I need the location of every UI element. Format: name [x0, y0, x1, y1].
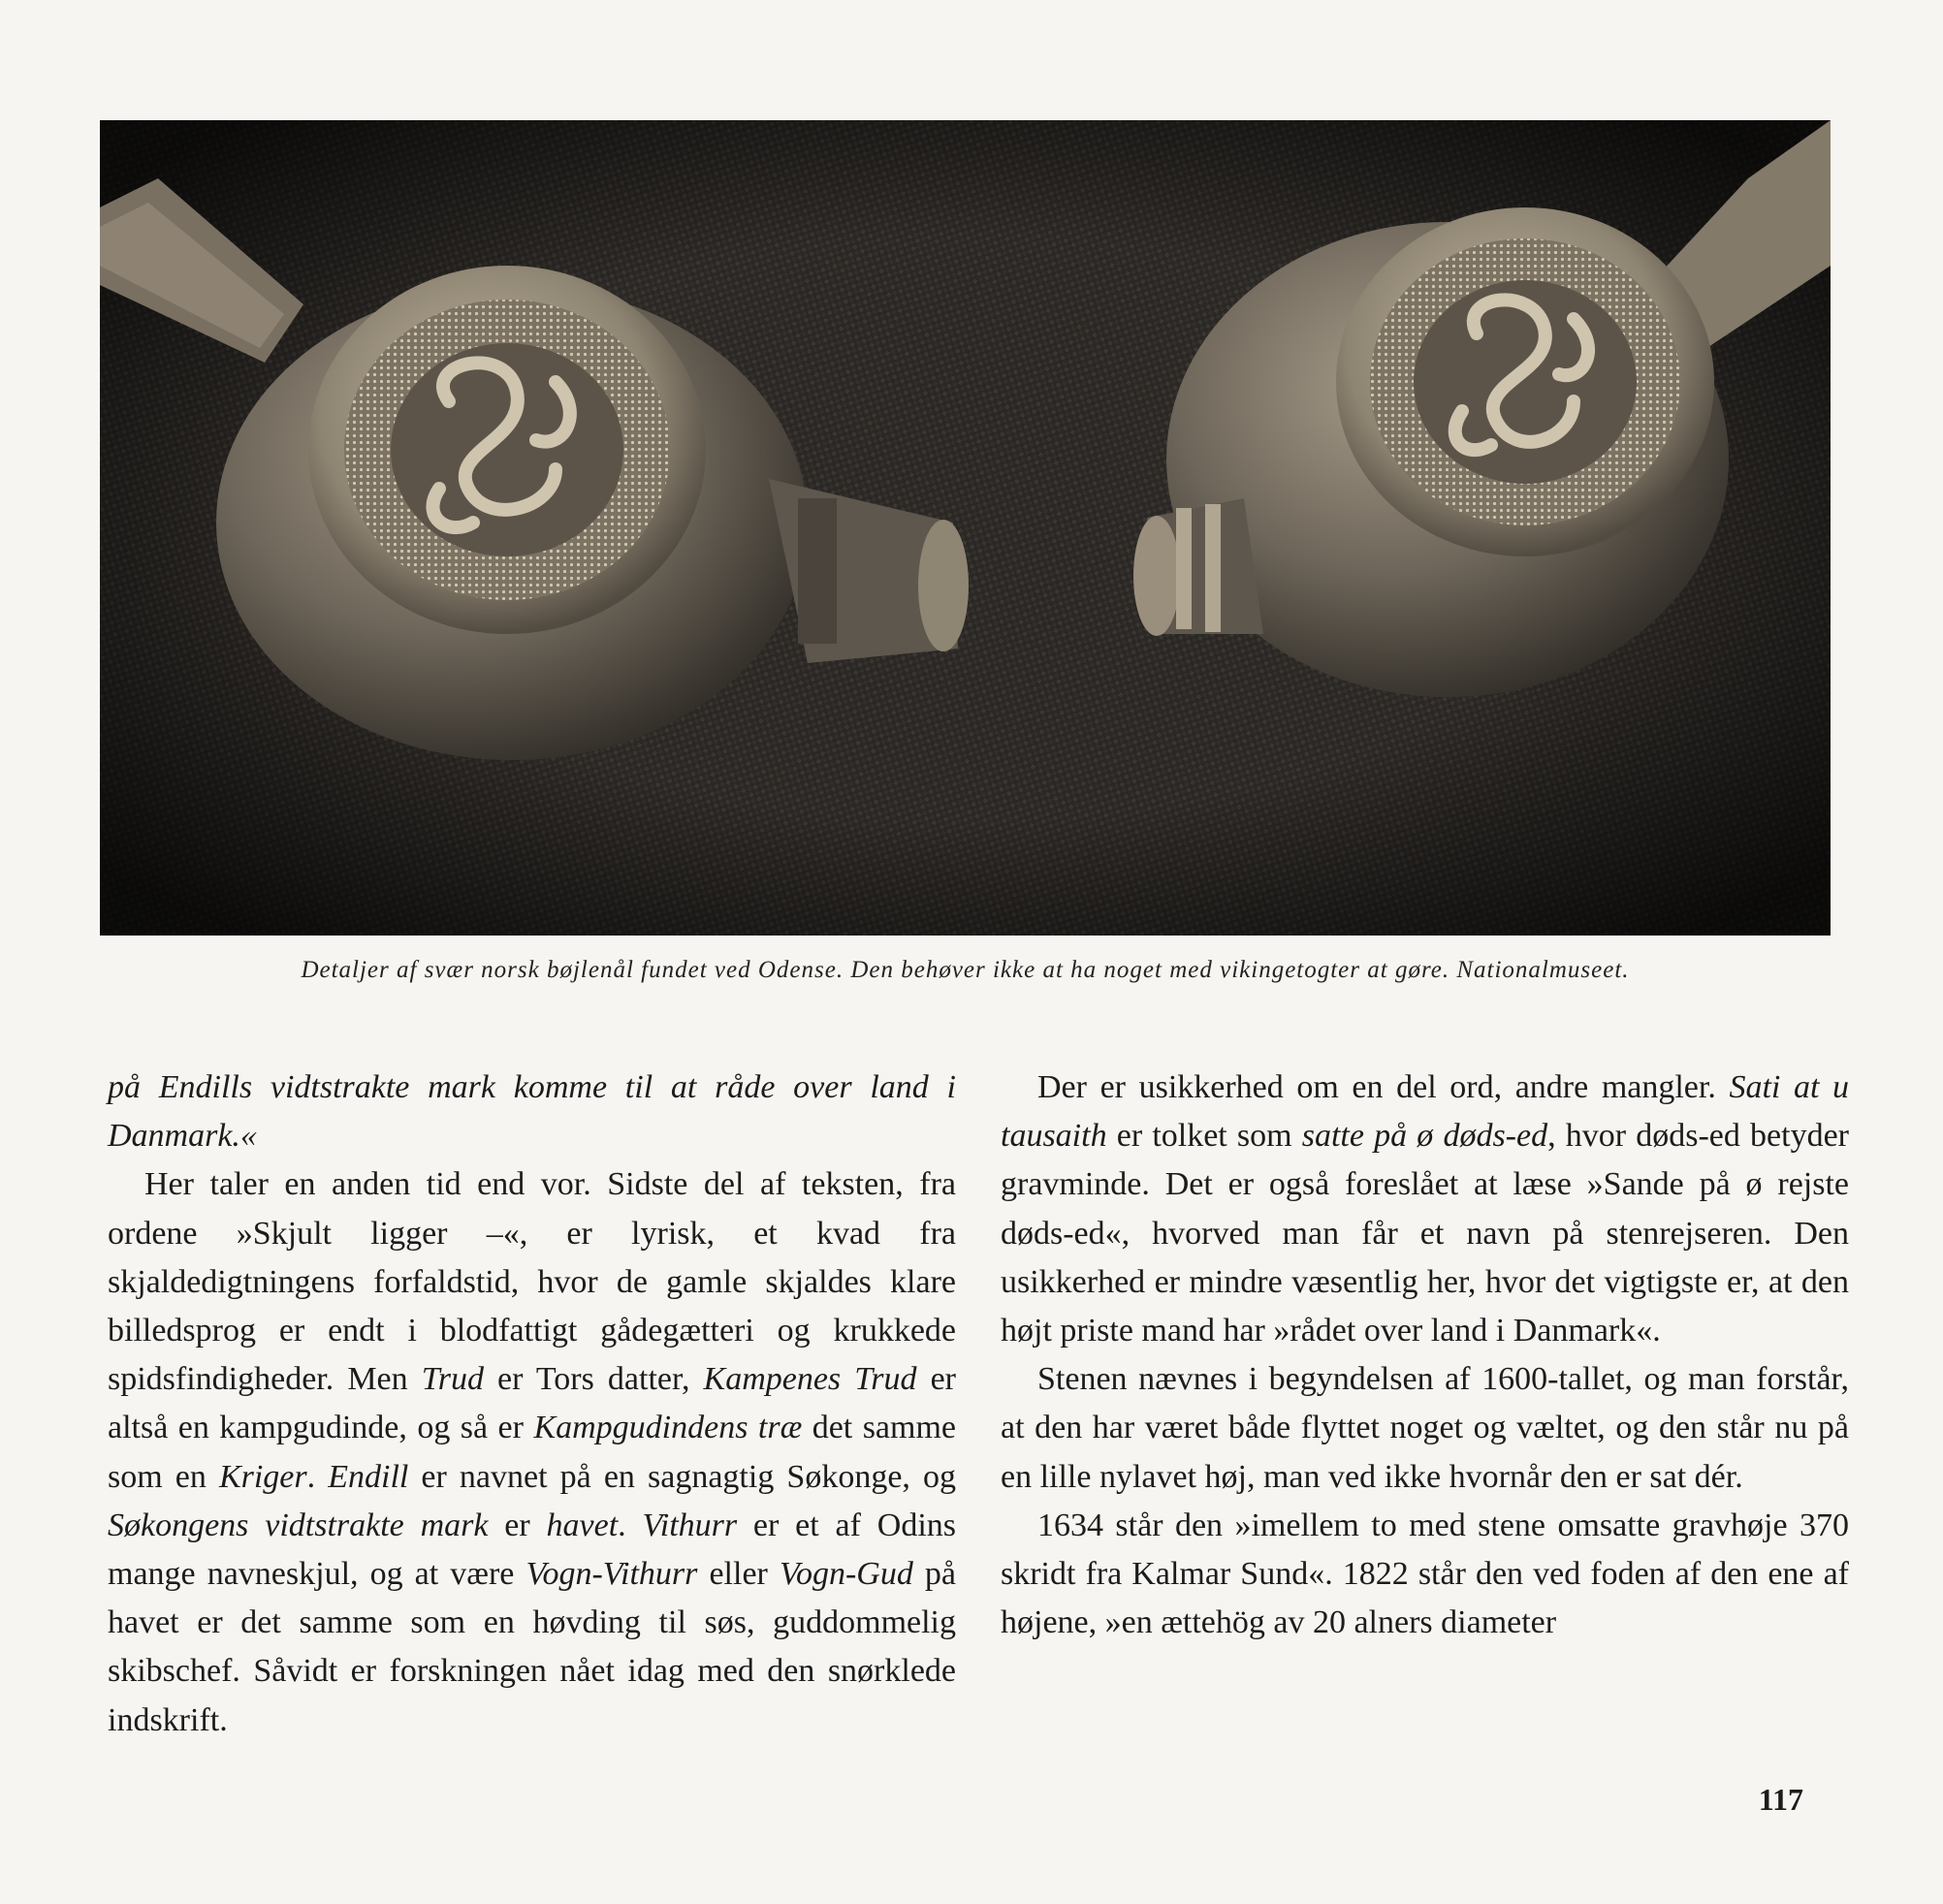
right-paragraph-2: Stenen nævnes i begyndelsen af 1600-tallet, og man forstår, at den har været både flyttet noget og væltet, og den står nu på en lille nylavet høj, man ved ikke hvornår den er sat dér. [1001, 1361, 1849, 1495]
brooch-photograph [100, 120, 1831, 936]
right-paragraph-1: Der er usikkerhed om en del ord, andre mangler. Sati at u tausaith er tolket som satte på ø døds-ed, hvor døds-ed betyder gravminde. Det er også foreslået at læse »Sande på ø rejste døds-ed«, hvorved man får et navn på stenrejseren. Den usikkerhed er mindre væsentlig her, hvor det vigtigste er, at den højt priste mand har »rådet over land i Danmark«. [1001, 1069, 1850, 1349]
left-paragraph-2: Her taler en anden tid end vor. Sidste del af teksten, fra ordene »Skjult ligger –«, er lyrisk, et kvad fra skjaldedigtningens forfaldstid, hvor de gamle skjaldes klare billedsprog er endt i blodfattigt gådegætteri og krukkede spidsfindigheder. Men Trud er Tors datter, Kampenes Trud er altså en kampgudinde, og så er Kampgudindens træ det samme som en Kriger. Endill er navnet på en sagnagtig Søkonge, og Søkongens vidtstrakte mark er havet. Vithurr er et af Odins mange navneskjul, og at være Vogn-Vithurr eller Vogn-Gud på havet er det samme som en høvding til søs, guddommelig skibschef. Såvidt er forskningen nået idag med den snørklede indskrift. [108, 1166, 957, 1738]
left-text-column [108, 1063, 956, 1745]
left-paragraph-1: på Endills vidtstrakte mark komme til at råde over land i Danmark.« [108, 1069, 956, 1155]
page-number: 117 [1758, 1782, 1803, 1817]
figure-caption: Detaljer af svær norsk bøjlenål fundet ved Odense. Den behøver ikke at ha noget med vikingetogter at gøre. Nationalmuseet. [301, 957, 1630, 983]
right-text-column [1001, 1063, 1849, 1647]
right-paragraph-3: 1634 står den »imellem to med stene omsatte gravhøje 370 skridt fra Kalmar Sund«. 1822 står den ved foden af den ene af højene, »en ættehög av 20 alners diameter [1001, 1507, 1849, 1641]
